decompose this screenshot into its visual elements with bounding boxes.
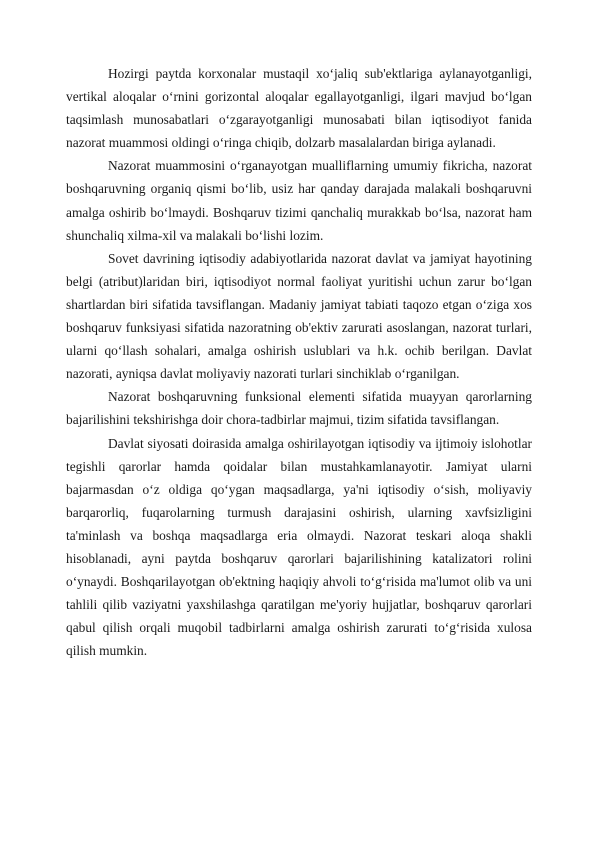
paragraph-4: Nazorat boshqaruvning funksional elementi sifatida muayyan qarorlarning bajarilishini tekshirishga doir chora-tadbirlar majmui, tizim sifatida tavsiflangan. [66,389,532,428]
paragraph-3: Sovet davrining iqtisodiy adabiyotlarida nazorat davlat va jamiyat hayotining belgi (atribut)laridan biri, iqtisodiyot normal faoliyat yuritishi uchun zarur bo‘lgan shartlardan biri sifatida tavsiflangan. Madaniy jamiyat tabiati taqozo etgan o‘ziga xos boshqaruv funksiyasi sifatida nazoratning ob'ektiv zarurati asoslangan, nazorat turlari, ularni qo‘llash sohalari, amalga oshirish uslublari va h.k. ochib berilgan. Davlat nazorati, ayniqsa davlat moliyaviy nazorati turlari sinchiklab o‘rganilgan. [66,250,532,382]
paragraph-5: Davlat siyosati doirasida amalga oshirilayotgan iqtisodiy va ijtimoiy islohotlar tegishli qarorlar hamda qoidalar bilan mustahkamlanayotir. Jamiyat ularni bajarmasdan o‘z oldiga qo‘ygan maqsadlarga, ya'ni iqtisodiy o‘sish, moliyaviy barqarorliq, fuqarolarning turmush darajasini oshirish, ularning xavfsizligini ta'minlash va boshqa maqsadlarga eria olmaydi. Nazorat teskari aloqa shakli hisoblanadi, ayni paytda boshqaruv qarorlari bajarilishining katalizatori rolini o‘ynaydi. Boshqarilayotgan ob'ektning haqiqiy ahvoli to‘g‘risida ma'lumot olib va uni tahlili qilib vaziyatni yaxshilashga qaratilgan me'yoriy hujjatlar, boshqaruv qarorlari qabul qilish orqali muqobil tadbirlarni amalga oshirish zarurati to‘g‘risida xulosa qilish mumkin. [66,435,532,659]
document-page [66,62,532,662]
paragraph-2: Nazorat muammosini o‘rganayotgan mualliflarning umumiy fikricha, nazorat boshqaruvning organiq qismi bo‘lib, usiz har qanday darajada malakali boshqaruvni amalga oshirib bo‘lmaydi. Boshqaruv tizimi qanchaliq murakkab bo‘lsa, nazorat ham shunchaliq xilma-xil va malakali bo‘lishi lozim. [66,158,532,243]
paragraph-1: Hozirgi paytda korxonalar mustaqil xo‘jaliq sub'ektlariga aylanayotganligi, vertikal aloqalar o‘rnini gorizontal aloqalar egallayotganligi, ilgari mavjud bo‘lgan taqsimlash munosabatlari o‘zgarayotganligi munosabati bilan iqtisodiyot fanida nazorat muammosi oldingi o‘ringa chiqib, dolzarb masalalardan biriga aylanadi. [66,66,532,151]
